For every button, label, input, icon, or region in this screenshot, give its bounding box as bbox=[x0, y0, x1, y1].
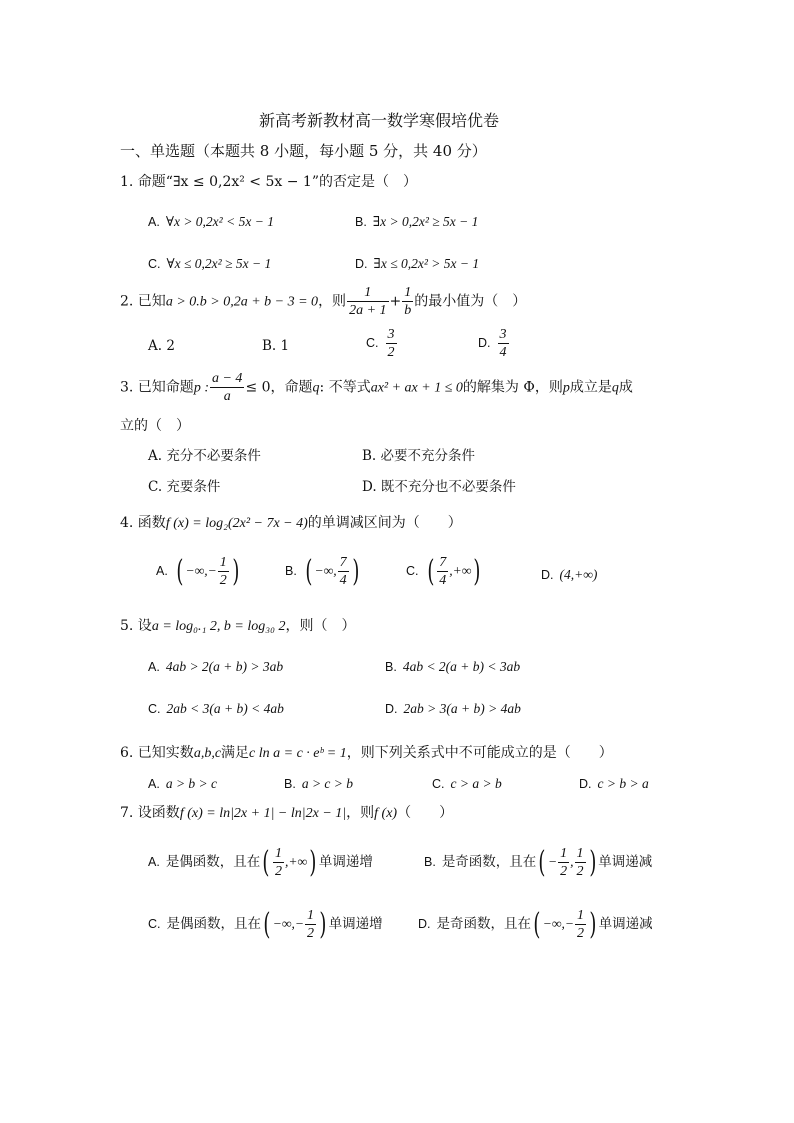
q3-option-a: A. 充分不必要条件 bbox=[148, 448, 261, 464]
option-letter: D. bbox=[541, 568, 554, 582]
question-2-stem bbox=[120, 284, 526, 319]
option-letter: D. bbox=[579, 777, 592, 791]
numerator: 1 bbox=[404, 285, 412, 300]
option-text: ∀x ≤ 0,2x² ≥ 5x − 1 bbox=[166, 256, 272, 271]
numerator: 1 bbox=[306, 908, 314, 923]
option-text: a > c > b bbox=[301, 776, 354, 791]
q4-option-a: A. ( −∞,− $\frac{1}{2}$ ) bbox=[156, 553, 240, 589]
q2-option-a: A. 2 bbox=[148, 338, 175, 354]
stem-text: 3. 已知命题 bbox=[120, 379, 194, 396]
stem-math: f (x) bbox=[374, 806, 398, 821]
fraction bbox=[338, 554, 349, 589]
numerator: 1 bbox=[560, 846, 568, 861]
option-letter: B. bbox=[284, 777, 296, 791]
option-letter: D. bbox=[355, 257, 368, 271]
denominator: 2 bbox=[275, 864, 283, 879]
page-title: 新高考新教材高一数学寒假培优卷 bbox=[259, 111, 500, 130]
q7-option-c: C. 是偶函数，且在( −∞,− $\frac{1}{2}$ ) 单调递增 bbox=[148, 906, 383, 942]
q1-option-d bbox=[355, 254, 479, 274]
stem-text: 4. 函数 bbox=[120, 515, 166, 531]
fraction bbox=[305, 907, 316, 942]
option-letter: B. bbox=[385, 660, 397, 674]
fraction bbox=[558, 845, 569, 880]
denominator: 2 bbox=[306, 926, 314, 941]
q5-option-a bbox=[148, 657, 283, 677]
stem-text: ，则 bbox=[346, 805, 375, 821]
option-text: 2ab < 3(a + b) < 4ab bbox=[166, 701, 284, 716]
option-letter: D. bbox=[418, 917, 431, 931]
denominator: 4 bbox=[439, 573, 447, 588]
fraction bbox=[347, 284, 388, 319]
q4-option-d bbox=[541, 565, 597, 585]
denominator: 2 bbox=[576, 926, 584, 941]
fraction bbox=[575, 845, 586, 880]
question-3-stem bbox=[120, 370, 633, 405]
option-text: ,+∞ bbox=[449, 563, 472, 578]
stem-math: ax² + ax + 1 ≤ 0 bbox=[370, 380, 463, 396]
option-text: c > b > a bbox=[597, 776, 649, 791]
question-4-stem bbox=[120, 513, 462, 534]
stem-text: 的单调减区间为（ ） bbox=[307, 515, 462, 531]
numerator: a − 4 bbox=[211, 371, 243, 386]
q6-option-a bbox=[148, 774, 217, 794]
option-letter: C. bbox=[148, 702, 161, 716]
denominator: 2 bbox=[387, 345, 395, 360]
stem-text: 7. 设函数 bbox=[120, 805, 180, 821]
option-letter: C. bbox=[366, 336, 379, 350]
question-7-stem bbox=[120, 803, 453, 824]
option-text: ∀x > 0,2x² < 5x − 1 bbox=[165, 214, 274, 229]
option-letter: B. bbox=[424, 855, 436, 869]
stem-text: 的最小值为（ ） bbox=[414, 293, 527, 310]
q6-option-c bbox=[432, 774, 502, 794]
stem-text: 6. 已知实数 bbox=[120, 745, 194, 761]
stem-text: : 不等式 bbox=[319, 379, 371, 396]
fraction bbox=[498, 326, 509, 361]
denominator: 2a + 1 bbox=[349, 303, 387, 318]
option-letter: B. bbox=[355, 215, 367, 229]
option-letter: A. bbox=[148, 777, 160, 791]
stem-text: 满足 bbox=[221, 745, 250, 761]
fraction bbox=[218, 554, 229, 589]
option-text: 是偶函数，且在 bbox=[166, 916, 261, 932]
option-text: ,+∞ bbox=[285, 854, 308, 869]
q2-option-b: B. 1 bbox=[262, 338, 290, 354]
numerator: 7 bbox=[439, 555, 447, 570]
option-text: 单调递增 bbox=[318, 854, 373, 870]
option-letter: C. bbox=[148, 917, 161, 931]
option-text: ∃x ≤ 0,2x² > 5x − 1 bbox=[373, 256, 480, 271]
question-6-stem bbox=[120, 743, 613, 764]
numerator: 1 bbox=[576, 846, 584, 861]
option-letter: C. bbox=[406, 564, 419, 578]
option-text: −∞,− bbox=[542, 916, 574, 931]
q2-option-d bbox=[478, 326, 510, 361]
denominator: b bbox=[404, 303, 412, 318]
section-heading: 一、单选题（本题共 8 小题，每小题 5 分，共 40 分） bbox=[120, 142, 487, 160]
q2-option-c bbox=[366, 326, 398, 361]
stem-math: a,b,c bbox=[193, 746, 222, 761]
stem-text: ，则（ ） bbox=[285, 618, 356, 634]
option-letter: A. bbox=[148, 660, 160, 674]
option-letter: D. bbox=[385, 702, 398, 716]
stem-math: f (x) = ln|2x + 1| − ln|2x − 1| bbox=[179, 806, 347, 821]
numerator: 3 bbox=[499, 327, 507, 342]
fraction bbox=[210, 370, 244, 405]
q6-option-d bbox=[579, 774, 649, 794]
q4-option-c: C. ( $\frac{7}{4}$ ,+∞) bbox=[406, 553, 481, 589]
numerator: 1 bbox=[347, 284, 388, 302]
stem-math: p : bbox=[193, 380, 209, 396]
fraction bbox=[575, 907, 586, 942]
denominator: a bbox=[223, 389, 231, 404]
stem-math: q bbox=[611, 380, 619, 396]
option-text: 4ab < 2(a + b) < 3ab bbox=[402, 659, 521, 674]
q5-option-b bbox=[385, 657, 520, 677]
plus-sign: + bbox=[389, 293, 402, 310]
stem-text: 成立是 bbox=[569, 379, 612, 396]
q3-option-d: D. 既不充分也不必要条件 bbox=[362, 479, 516, 495]
q3-option-c: C. 充要条件 bbox=[148, 479, 221, 495]
option-letter: A. bbox=[156, 564, 168, 578]
stem-text: ，则下列关系式中不可能成立的是（ ） bbox=[346, 745, 613, 761]
q3-option-b: B. 必要不充分条件 bbox=[362, 448, 476, 464]
stem-text: 成 bbox=[618, 379, 633, 396]
option-letter: D. bbox=[478, 336, 491, 350]
stem-math: q bbox=[312, 380, 320, 396]
q5-option-c bbox=[148, 699, 284, 719]
question-3-stem-line2: 立的（ ） bbox=[120, 418, 190, 434]
fraction bbox=[386, 326, 397, 361]
option-text: 单调递减 bbox=[598, 854, 653, 870]
stem-math: a = log₀.₁ 2, b = log₃₀ 2 bbox=[151, 619, 286, 634]
stem-text: 2. 已知 bbox=[120, 293, 166, 310]
denominator: 2 bbox=[560, 864, 568, 879]
option-text: −∞,− bbox=[272, 916, 304, 931]
stem-text: （ ） bbox=[397, 805, 454, 821]
q7-option-b: B. 是奇函数，且在( − $\frac{1}{2}$ , $\frac{1}{2}$ ) 单调递减 bbox=[424, 844, 653, 880]
fraction bbox=[437, 554, 448, 589]
stem-text: 5. 设 bbox=[120, 618, 152, 634]
q5-option-d bbox=[385, 699, 521, 719]
option-text: 2ab > 3(a + b) > 4ab bbox=[403, 701, 521, 716]
q1-option-a bbox=[148, 212, 274, 232]
stem-math: p bbox=[562, 380, 570, 396]
option-text: 是偶函数，且在 bbox=[165, 854, 261, 870]
option-letter: A. bbox=[148, 215, 160, 229]
stem-math: c ln a = c · eᵇ = 1 bbox=[249, 746, 347, 761]
option-text: 是奇函数，且在 bbox=[441, 854, 537, 870]
fraction bbox=[402, 284, 413, 319]
option-letter: B. bbox=[285, 564, 297, 578]
stem-text: 的解集为 Φ，则 bbox=[462, 379, 563, 396]
numerator: 7 bbox=[339, 555, 347, 570]
numerator: 3 bbox=[387, 327, 395, 342]
denominator: 2 bbox=[576, 864, 584, 879]
stem-text: ，则 bbox=[318, 293, 347, 310]
fraction bbox=[273, 845, 284, 880]
option-text: ∃x > 0,2x² ≥ 5x − 1 bbox=[372, 214, 479, 229]
q7-option-a: A. 是偶函数，且在( $\frac{1}{2}$ ,+∞) 单调递增 bbox=[148, 844, 373, 880]
option-text: c > a > b bbox=[450, 776, 502, 791]
option-text: 单调递增 bbox=[328, 916, 383, 932]
numerator: 1 bbox=[576, 908, 584, 923]
stem-text: ≤ 0，命题 bbox=[245, 379, 313, 396]
q7-option-d: D. 是奇函数，且在( −∞,− $\frac{1}{2}$ ) 单调递减 bbox=[418, 906, 653, 942]
numerator: 1 bbox=[219, 555, 227, 570]
question-5-stem bbox=[120, 616, 355, 637]
option-text: 是奇函数，且在 bbox=[436, 916, 531, 932]
numerator: 1 bbox=[275, 846, 283, 861]
option-text: a > b > c bbox=[165, 776, 218, 791]
option-text: (4,+∞) bbox=[559, 567, 598, 582]
option-text: −∞, bbox=[314, 563, 337, 578]
denominator: 2 bbox=[219, 573, 227, 588]
denominator: 4 bbox=[499, 345, 507, 360]
q1-option-b bbox=[355, 212, 478, 232]
stem-math: a > 0.b > 0,2a + b − 3 = 0 bbox=[165, 294, 319, 310]
q4-option-b: B. ( −∞, $\frac{7}{4}$ ) bbox=[285, 553, 360, 589]
option-letter: C. bbox=[432, 777, 445, 791]
option-letter: C. bbox=[148, 257, 161, 271]
q1-option-c bbox=[148, 254, 271, 274]
q6-option-b bbox=[284, 774, 353, 794]
option-letter: A. bbox=[148, 855, 160, 869]
stem-math: f (x) = log₂(2x² − 7x − 4) bbox=[165, 516, 308, 531]
question-1-stem: 1. 命题“∃x ≤ 0,2x² < 5x − 1”的否定是（ ） bbox=[120, 174, 417, 190]
denominator: 4 bbox=[339, 573, 347, 588]
option-text: 4ab > 2(a + b) > 3ab bbox=[165, 659, 284, 674]
option-text: −∞,− bbox=[185, 563, 217, 578]
option-text: 单调递减 bbox=[598, 916, 653, 932]
